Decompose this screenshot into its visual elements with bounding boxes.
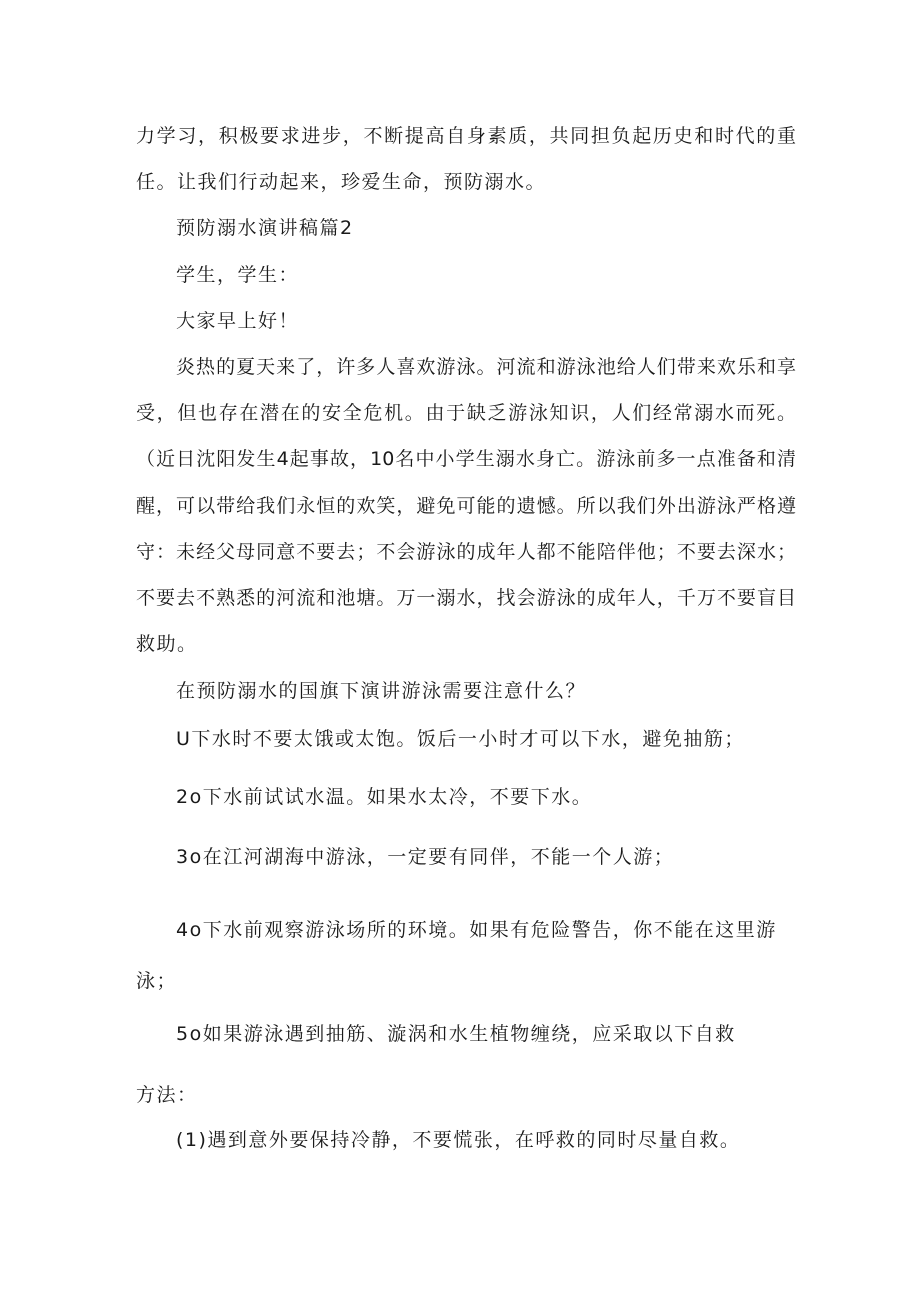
text-line-1: 力学习，积极要求进步，不断提高自身素质，共同担负起历史和时代的重 <box>136 125 796 147</box>
text-line-6: 炎热的夏天来了，许多人喜欢游泳。河流和游泳池给人们带来欢乐和享 <box>176 356 796 378</box>
text-line-11: 不要去不熟悉的河流和池塘。万一溺水，找会游泳的成年人，千万不要盲目 <box>136 587 796 609</box>
list-item-3: 3o在江河湖海中游泳，一定要有同伴，不能一个人游； <box>176 846 675 868</box>
list-item-4: 4o下水前观察游泳场所的环境。如果有危险警告，你不能在这里游 <box>176 919 777 941</box>
question-line: 在预防溺水的国旗下演讲游泳需要注意什么？ <box>176 680 587 702</box>
text-line-8: （近日沈阳发生4起事故，10名中小学生溺水身亡。游泳前多一点准备和清 <box>136 448 796 470</box>
list-item-2: 2o下水前试试水温。如果水太冷，不要下水。 <box>176 786 593 808</box>
greeting: 大家早上好！ <box>176 310 300 332</box>
text-line-7: 受，但也存在潜在的安全危机。由于缺乏游泳知识，人们经常溺水而死。 <box>136 402 796 424</box>
list-item-5-continued: 方法： <box>136 1084 198 1106</box>
section-heading: 预防溺水演讲稿篇2 <box>176 217 354 239</box>
list-item-4-continued: 泳； <box>136 970 178 992</box>
text-line-12: 救助。 <box>136 633 198 655</box>
sub-item-1: (1)遇到意外要保持冷静，不要慌张，在呼救的同时尽量自救。 <box>176 1129 741 1151</box>
text-line-2: 任。让我们行动起来，珍爱生命，预防溺水。 <box>136 171 547 193</box>
list-item-1: U下水时不要太饿或太饱。饭后一小时才可以下水，避免抽筋； <box>176 728 745 750</box>
text-line-10: 守：未经父母同意不要去；不会游泳的成年人都不能陪伴他；不要去深水； <box>136 541 796 563</box>
list-item-5: 5o如果游泳遇到抽筋、漩涡和水生植物缠绕，应采取以下自救 <box>176 1023 736 1045</box>
text-line-9: 醒，可以带给我们永恒的欢笑，避免可能的遗憾。所以我们外出游泳严格遵 <box>136 495 796 517</box>
salutation: 学生，学生： <box>176 264 300 286</box>
